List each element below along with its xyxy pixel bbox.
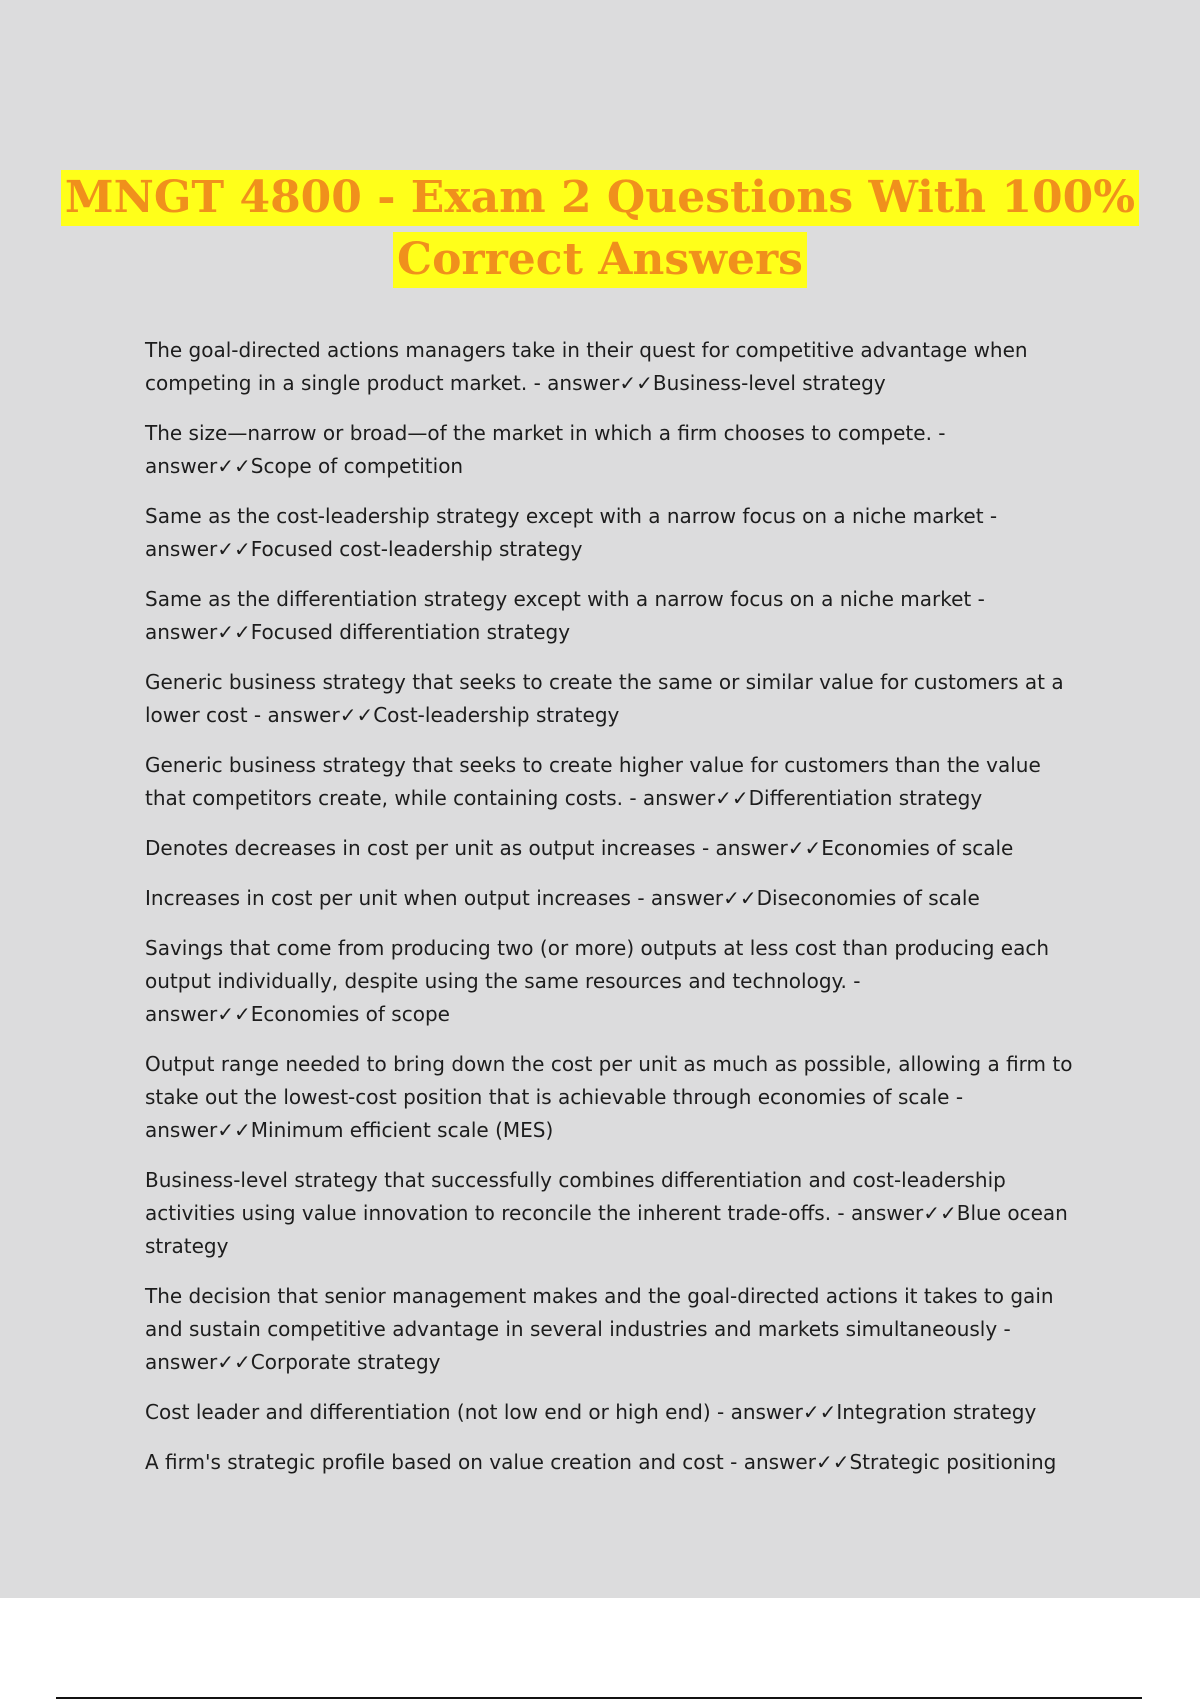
question-text: Generic business strategy that seeks to create higher value for customers than the value that competitors create, while containing costs.: [145, 753, 1041, 810]
answer-separator: - answer: [831, 1201, 924, 1225]
answer-text: Corporate strategy: [250, 1350, 441, 1374]
qa-item: [145, 417, 1080, 483]
question-text: Denotes decreases in cost per unit as output increases: [145, 836, 696, 860]
answer-separator: - answer: [622, 786, 716, 810]
answer-text: Economies of scale: [821, 836, 1014, 860]
qa-item: [145, 1446, 1080, 1479]
qa-item: [145, 882, 1080, 915]
qa-item: [145, 1164, 1080, 1263]
question-text: The decision that senior management makes and the goal-directed actions it takes to gain and sustain competitive advantage in several industries and markets simultaneously: [145, 1284, 1054, 1341]
qa-item: [145, 583, 1080, 649]
question-text: A firm's strategic profile based on value creation and cost: [145, 1450, 724, 1474]
answer-text: Strategic positioning: [849, 1450, 1057, 1474]
answer-text: Diseconomies of scale: [756, 886, 980, 910]
qa-item: [145, 666, 1080, 732]
qa-item: [145, 749, 1080, 815]
check-marks-icon: ✓✓: [217, 1118, 251, 1142]
answer-separator: - answer: [247, 703, 340, 727]
qa-item: [145, 1396, 1080, 1429]
answer-separator: - answer: [145, 587, 985, 644]
question-text: The goal-directed actions managers take in their quest for competitive advantage when competing in a single product market.: [145, 338, 1028, 395]
answer-separator: - answer: [630, 886, 724, 910]
answer-text: Cost-leadership strategy: [373, 703, 620, 727]
check-marks-icon: ✓✓: [715, 786, 749, 810]
check-marks-icon: ✓✓: [802, 1400, 837, 1424]
answer-separator: - answer: [145, 1085, 964, 1142]
footer-divider: [56, 1697, 1142, 1699]
answer-separator: - answer: [723, 1450, 816, 1474]
qa-item: [145, 832, 1080, 865]
answer-text: Blue ocean strategy: [145, 1201, 1068, 1258]
question-text: Cost leader and differentiation (not low end or high end): [145, 1400, 711, 1424]
check-marks-icon: ✓✓: [923, 1201, 957, 1225]
page-footer: [0, 1598, 1200, 1700]
question-text: The size—narrow or broad—of the market in which a firm chooses to compete.: [145, 421, 932, 445]
question-text: Generic business strategy that seeks to create the same or similar value for customers at a lower cost: [145, 670, 1064, 727]
answer-text: Focused cost-leadership strategy: [250, 537, 583, 561]
answer-separator: - answer: [145, 969, 861, 1026]
answer-text: Scope of competition: [250, 454, 464, 478]
check-marks-icon: ✓✓: [217, 1350, 251, 1374]
qa-item: [145, 1048, 1080, 1147]
answer-text: Differentiation strategy: [748, 786, 983, 810]
answer-text: Economies of scope: [250, 1002, 450, 1026]
question-text: Savings that come from producing two (or more) outputs at less cost than producing each output individually, despite using the same resources and technology.: [145, 936, 1050, 993]
check-marks-icon: ✓✓: [339, 703, 374, 727]
check-marks-icon: ✓✓: [723, 886, 757, 910]
check-marks-icon: ✓✓: [217, 620, 251, 644]
question-text: Increases in cost per unit when output increases: [145, 886, 631, 910]
qa-item: [145, 932, 1080, 1031]
question-text: Same as the cost-leadership strategy except with a narrow focus on a niche market: [145, 504, 984, 528]
answer-separator: - answer: [145, 1317, 1011, 1374]
check-marks-icon: ✓✓: [815, 1450, 850, 1474]
document-title: [0, 168, 1200, 292]
check-marks-icon: ✓✓: [217, 454, 251, 478]
check-marks-icon: ✓✓: [217, 537, 251, 561]
answer-separator: - answer: [145, 421, 946, 478]
answer-text: Focused differentiation strategy: [250, 620, 571, 644]
answer-separator: - answer: [145, 504, 998, 561]
qa-list: [145, 334, 1080, 1496]
qa-item: [145, 1280, 1080, 1379]
question-text: Same as the differentiation strategy except with a narrow focus on a niche market: [145, 587, 972, 611]
answer-separator: - answer: [695, 836, 788, 860]
answer-text: Integration strategy: [836, 1400, 1037, 1424]
answer-text: Business-level strategy: [652, 371, 886, 395]
qa-item: [145, 334, 1080, 400]
title-line-2: Correct Answers: [393, 232, 807, 288]
question-text: Business-level strategy that successfully combines differentiation and cost-leadership activities using value innovation to reconcile the inherent trade-offs.: [145, 1168, 1006, 1225]
title-line-1: MNGT 4800 - Exam 2 Questions With 100%: [61, 170, 1139, 226]
answer-separator: - answer: [710, 1400, 803, 1424]
check-marks-icon: ✓✓: [217, 1002, 251, 1026]
qa-item: [145, 500, 1080, 566]
answer-text: Minimum efficient scale (MES): [250, 1118, 554, 1142]
check-marks-icon: ✓✓: [619, 371, 653, 395]
question-text: Output range needed to bring down the cost per unit as much as possible, allowing a firm to stake out the lowest-cost position that is achievable through economies of scale: [145, 1052, 1073, 1109]
answer-separator: - answer: [527, 371, 620, 395]
check-marks-icon: ✓✓: [787, 836, 822, 860]
